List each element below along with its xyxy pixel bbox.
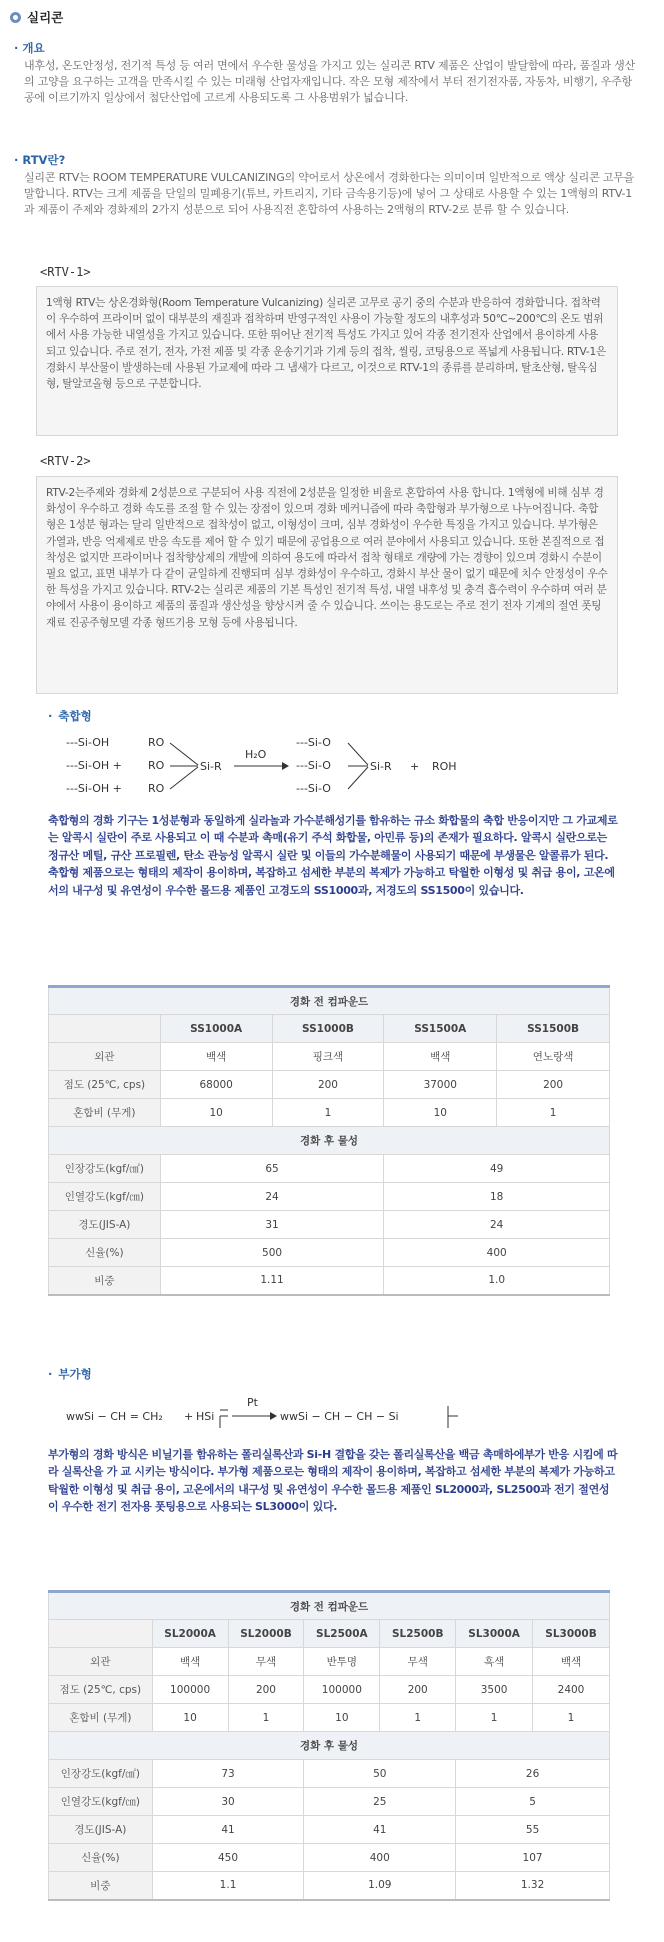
addition-reaction-diagram bbox=[48, 1390, 468, 1434]
add-cell: 무색 bbox=[380, 1648, 456, 1676]
add-row-label: 비중 bbox=[49, 1872, 153, 1900]
cond-header-blank bbox=[49, 1015, 161, 1043]
add-product: wwSi − CH − CH − Si bbox=[280, 1410, 399, 1423]
cond-ro-1: RO bbox=[148, 736, 165, 749]
cond-cell: 68000 bbox=[160, 1071, 272, 1099]
add-cell: 1.32 bbox=[456, 1872, 610, 1900]
cond-product-1: SS1000A bbox=[160, 1015, 272, 1043]
addition-spec-table bbox=[48, 1590, 610, 1901]
cond-cell: 1.0 bbox=[384, 1267, 610, 1295]
cond-row-label: 인장강도(kgf/㎠) bbox=[49, 1155, 161, 1183]
table-row bbox=[49, 1267, 610, 1295]
title-bullet-icon bbox=[10, 12, 21, 23]
cond-cell: 1.11 bbox=[160, 1267, 384, 1295]
cond-product-4: SS1500B bbox=[497, 1015, 610, 1043]
add-arrow-head-icon bbox=[270, 1412, 277, 1420]
cond-ro-3: RO bbox=[148, 782, 165, 795]
rtv-heading: · RTV란? bbox=[14, 152, 65, 168]
table-row bbox=[49, 1071, 610, 1099]
add-catalyst: Pt bbox=[247, 1396, 258, 1409]
rtv2-box: RTV-2는주제와 경화제 2성분으로 구분되어 사용 직전에 2성분을 일정한 비율로 혼합하여 사용 합니다. 1액형에 비해 심부 경화성이 우수하고 경화 속도를 조절 할 수 있는 장점이 있으며 경화 메커니즘에 따라 축합형과 부가형으로 나누어집니다. 축합형은 1성분 형과는 달리 일반적으로 접착성이 없고, 이형성이 크며, 심부 경화성이 우수한 특징을 가지고 있습니다. 부가형은 가열과, 반응 억제제로 반응 속도를 제어 할 수 있기 때문에 공업용으로 여러 분야에서 사용되고 있습니다. 또한 본질적으로 접착성은 없지만 프라이머나 접착향상제의 개발에 의하여 용도에 따라서 접착 형태로 개량에 가는 경향이 있으며 경화시 수분이 필요 없고, 표면 내부가 다 같이 균일하게 진행되며 심부 경화성이 우수하고, 경화시 부산 물이 없기 때문에 치수 안정성이 우수한 특성을 가지고 있습니다. RTV-2는 실리콘 제품의 기본 특성인 전기적 특성, 내열 내후성 및 충격 흡수력이 우수하며 여러 분야에서 사용이 용이하고 제품의 품질과 생산성을 향상시켜 줄 수 있습니다. 쓰이는 용도로는 주로 전기 전자 기계의 절연 폿팅재료 진공주형모델 각종 형뜨기용 모형 등에 사용됩니다. bbox=[36, 476, 618, 694]
cond-row-label: 외관 bbox=[49, 1043, 161, 1071]
add-product-1: SL2000A bbox=[152, 1620, 228, 1648]
table-row bbox=[49, 1155, 610, 1183]
add-cell: 흑색 bbox=[456, 1648, 533, 1676]
add-cell: 1.1 bbox=[152, 1872, 304, 1900]
add-cell: 100000 bbox=[304, 1676, 380, 1704]
cond-product-row-3: ---Si-O bbox=[296, 782, 331, 795]
add-row-label: 인열강도(kgf/㎝) bbox=[49, 1788, 153, 1816]
add-cell: 2400 bbox=[533, 1676, 610, 1704]
cond-cell: 백색 bbox=[160, 1043, 272, 1071]
table-row bbox=[49, 1099, 610, 1127]
table-row bbox=[49, 1211, 610, 1239]
cond-cell: 1 bbox=[272, 1099, 384, 1127]
cond-cell: 400 bbox=[384, 1239, 610, 1267]
table-row bbox=[49, 1648, 610, 1676]
add-post-title: 경화 후 물성 bbox=[49, 1732, 610, 1760]
add-product-6: SL3000B bbox=[533, 1620, 610, 1648]
add-product-2: SL2000B bbox=[228, 1620, 304, 1648]
cond-byproduct: ROH bbox=[432, 760, 457, 773]
rtv1-box: 1액형 RTV는 상온경화형(Room Temperature Vulcanizing) 실리콘 고무로 공기 중의 수분과 반응하여 경화합니다. 접착력이 우수하여 프라이머 없이 대부분의 재질과 접착하며 반영구적인 사용이 가능할 정도의 내후성과 50℃~200℃의 온도 범위에서 사용 가능한 내열성을 가지고 있습니다. 또한 뛰어난 전기적 특성도 가지고 있어 각종 전기전자 산업에서 용이하게 사용되고 있습니다. 주로 전기, 전자, 가전 제품 및 각종 운송기기과 기계 등의 접착, 씰링, 코팅용으로 폭넓게 사용됩니다. RTV-1은 경화시 부산물이 발생하는데 사용된 가교제에 따라 그 냄새가 다르고, 이것으로 RTV-1의 종류를 분리하며, 탈초산형, 탈옥심형, 탈알코올형 등으로 구분합니다. bbox=[36, 286, 618, 436]
cond-arrow-head-icon bbox=[282, 762, 289, 770]
cond-cell: 백색 bbox=[384, 1043, 497, 1071]
add-cell: 무색 bbox=[228, 1648, 304, 1676]
add-cell: 백색 bbox=[533, 1648, 610, 1676]
add-cell: 1 bbox=[456, 1704, 533, 1732]
cond-catalyst: H₂O bbox=[245, 748, 267, 761]
add-product-4: SL2500B bbox=[380, 1620, 456, 1648]
add-cell: 10 bbox=[304, 1704, 380, 1732]
add-cell: 450 bbox=[152, 1844, 304, 1872]
cond-cell: 200 bbox=[497, 1071, 610, 1099]
add-row-label: 인장강도(kgf/㎠) bbox=[49, 1760, 153, 1788]
condensation-text: 축합형의 경화 기구는 1성분형과 동일하게 실라놀과 가수분해성기를 함유하는 규소 화합물의 축합 반응이지만 그 가교제로는 알콕시 실란이 주로 사용되고 이 때 수분과 촉매(유기 주석 화합물, 아민류 등)의 존재가 필요하다. 알콕시 실란으로는 정규산 메틸, 규산 프로필렌, 탄소 관능성 알콕시 실란 및 이들의 가수분해물이 사용되기 때문에 부생물은 알콜류가 된다. 축합형 제품으로는 형태의 제작이 용이하며, 복잡하고 섬세한 부분의 복제가 가능하고 탁월한 이형성 및 취급 용이, 고온에서의 내구성 및 유연성이 우수한 몰드용 제품인 고경도의 SS1000과, 저경도의 SS1500이 있습니다. bbox=[48, 814, 618, 897]
rtv2-label: <RTV-2> bbox=[40, 454, 91, 468]
add-row-label: 신율(%) bbox=[49, 1844, 153, 1872]
add-row-label: 외관 bbox=[49, 1648, 153, 1676]
add-cell: 반투명 bbox=[304, 1648, 380, 1676]
rtv-text: 실리콘 RTV는 ROOM TEMPERATURE VULCANIZING의 약어로서 상온에서 경화한다는 의미이며 일반적으로 액상 실리콘 고무을 말합니다. RTV는 크게 제품을 단일의 밀폐용기(튜브, 카트리지, 기타 금속용기등)에 넣어 그 상태로 사용할 수 있는 1액형의 RTV-1과 제품이 주제와 경화제의 2가지 성분으로 되어 사용직전 혼합하여 사용하는 2액형의 RTV-2로 분류 할 수 있습니다. bbox=[24, 171, 635, 217]
table-row bbox=[49, 1676, 610, 1704]
add-cell: 10 bbox=[152, 1704, 228, 1732]
cond-cell: 18 bbox=[384, 1183, 610, 1211]
add-cell: 1 bbox=[380, 1704, 456, 1732]
rtv1-label: <RTV-1> bbox=[40, 265, 91, 279]
cond-product-row-1: ---Si-O bbox=[296, 736, 331, 749]
cond-plus: + bbox=[410, 760, 420, 773]
condensation-heading: · 축합형 bbox=[48, 708, 92, 724]
add-cell: 1 bbox=[228, 1704, 304, 1732]
overview-heading: · 개요 bbox=[14, 40, 45, 56]
cond-post-title: 경화 후 물성 bbox=[49, 1127, 610, 1155]
cond-cell: 10 bbox=[384, 1099, 497, 1127]
cond-cell: 1 bbox=[497, 1099, 610, 1127]
table-row bbox=[49, 1760, 610, 1788]
cond-product-center: Si-R bbox=[370, 760, 392, 773]
page-title-text: 실리콘 bbox=[27, 10, 64, 25]
add-header-blank bbox=[49, 1620, 153, 1648]
cond-cell: 24 bbox=[384, 1211, 610, 1239]
condensation-spec-table bbox=[48, 985, 610, 1296]
cond-pre-title: 경화 전 컴파운드 bbox=[49, 987, 610, 1015]
cond-row-label: 경도(JIS-A) bbox=[49, 1211, 161, 1239]
cond-center: Si-R bbox=[200, 760, 222, 773]
cond-left-row-1: ---Si-OH bbox=[66, 736, 110, 749]
add-row-label: 경도(JIS-A) bbox=[49, 1816, 153, 1844]
cond-cell: 24 bbox=[160, 1183, 384, 1211]
add-product-5: SL3000A bbox=[456, 1620, 533, 1648]
cond-product-2: SS1000B bbox=[272, 1015, 384, 1043]
cond-product-3: SS1500A bbox=[384, 1015, 497, 1043]
cond-cell: 핑크색 bbox=[272, 1043, 384, 1071]
add-cell: 73 bbox=[152, 1760, 304, 1788]
add-cell: 200 bbox=[380, 1676, 456, 1704]
add-cell: 25 bbox=[304, 1788, 456, 1816]
add-cell: 55 bbox=[456, 1816, 610, 1844]
cond-cell: 10 bbox=[160, 1099, 272, 1127]
add-row-label: 혼합비 (무게) bbox=[49, 1704, 153, 1732]
add-cell: 200 bbox=[228, 1676, 304, 1704]
cond-cell: 500 bbox=[160, 1239, 384, 1267]
add-reactant-2: HSi bbox=[196, 1410, 215, 1423]
add-cell: 5 bbox=[456, 1788, 610, 1816]
add-cell: 100000 bbox=[152, 1676, 228, 1704]
cond-cell: 200 bbox=[272, 1071, 384, 1099]
add-row-label: 점도 (25℃, cps) bbox=[49, 1676, 153, 1704]
cond-left-row-3: ---Si-OH + bbox=[66, 782, 122, 795]
table-row bbox=[49, 1239, 610, 1267]
table-row bbox=[49, 1788, 610, 1816]
add-pre-title: 경화 전 컴파운드 bbox=[49, 1592, 610, 1620]
table-row bbox=[49, 1043, 610, 1071]
cond-left-row-2: ---Si-OH + bbox=[66, 759, 122, 772]
table-row bbox=[49, 1844, 610, 1872]
add-cell: 백색 bbox=[152, 1648, 228, 1676]
add-cell: 3500 bbox=[456, 1676, 533, 1704]
table-row bbox=[49, 1704, 610, 1732]
cond-cell: 연노랑색 bbox=[497, 1043, 610, 1071]
add-cell: 1.09 bbox=[304, 1872, 456, 1900]
cond-cell: 37000 bbox=[384, 1071, 497, 1099]
add-reactant-1: wwSi − CH = CH₂ bbox=[66, 1410, 163, 1423]
cond-row-label: 신율(%) bbox=[49, 1239, 161, 1267]
add-cell: 41 bbox=[304, 1816, 456, 1844]
add-cell: 50 bbox=[304, 1760, 456, 1788]
add-cell: 1 bbox=[533, 1704, 610, 1732]
cond-row-label: 혼합비 (무게) bbox=[49, 1099, 161, 1127]
addition-heading: · 부가형 bbox=[48, 1366, 92, 1382]
cond-ro-2: RO bbox=[148, 759, 165, 772]
page-title bbox=[10, 8, 63, 26]
table-row bbox=[49, 1816, 610, 1844]
cond-cell: 65 bbox=[160, 1155, 384, 1183]
cond-row-label: 점도 (25℃, cps) bbox=[49, 1071, 161, 1099]
overview-text: 내후성, 온도안정성, 전기적 특성 등 여러 면에서 우수한 물성을 가지고 있는 실리콘 RTV 제품은 산업이 발달함에 따라, 품질과 생산의 고양을 요구하는 고객을 만족시킬 수 있는 미래형 산업자재입니다. 작은 모형 제작에서 부터 전기전자품, 자동차, 비행기, 우주항공에 이르기까지 일상에서 첨단산업에 고르게 사용되도록 그 사용범위가 넓습니다. bbox=[24, 59, 636, 105]
add-cell: 26 bbox=[456, 1760, 610, 1788]
table-row bbox=[49, 1872, 610, 1900]
add-plus: + bbox=[184, 1410, 194, 1423]
add-cell: 30 bbox=[152, 1788, 304, 1816]
cond-product-row-2: ---Si-O bbox=[296, 759, 331, 772]
add-cell: 400 bbox=[304, 1844, 456, 1872]
table-row bbox=[49, 1183, 610, 1211]
add-cell: 41 bbox=[152, 1816, 304, 1844]
addition-text: 부가형의 경화 방식은 비닐기를 함유하는 폴리실록산과 Si-H 결합을 갖는 폴리실록산을 백금 촉매하에부가 반응 시킴에 따라 실록산을 가 교 시키는 방식이다. 부가형 제품으로는 형태의 제작이 용이하며, 복잡하고 섬세한 부분의 복제가 가능하고 탁월한 이형성 및 취급 용이, 고온에서의 내구성 및 유연성이 우수한 몰드용 제품인 SL2000과, SL2500과 전기 절연성이 우수한 전기 전자용 폿팅용으로 사용되는 SL3000이 있다. bbox=[48, 1448, 618, 1514]
condensation-reaction-diagram bbox=[48, 730, 488, 804]
cond-row-label: 인열강도(kgf/㎝) bbox=[49, 1183, 161, 1211]
cond-row-label: 비중 bbox=[49, 1267, 161, 1295]
cond-cell: 31 bbox=[160, 1211, 384, 1239]
add-product-3: SL2500A bbox=[304, 1620, 380, 1648]
cond-cell: 49 bbox=[384, 1155, 610, 1183]
add-cell: 107 bbox=[456, 1844, 610, 1872]
